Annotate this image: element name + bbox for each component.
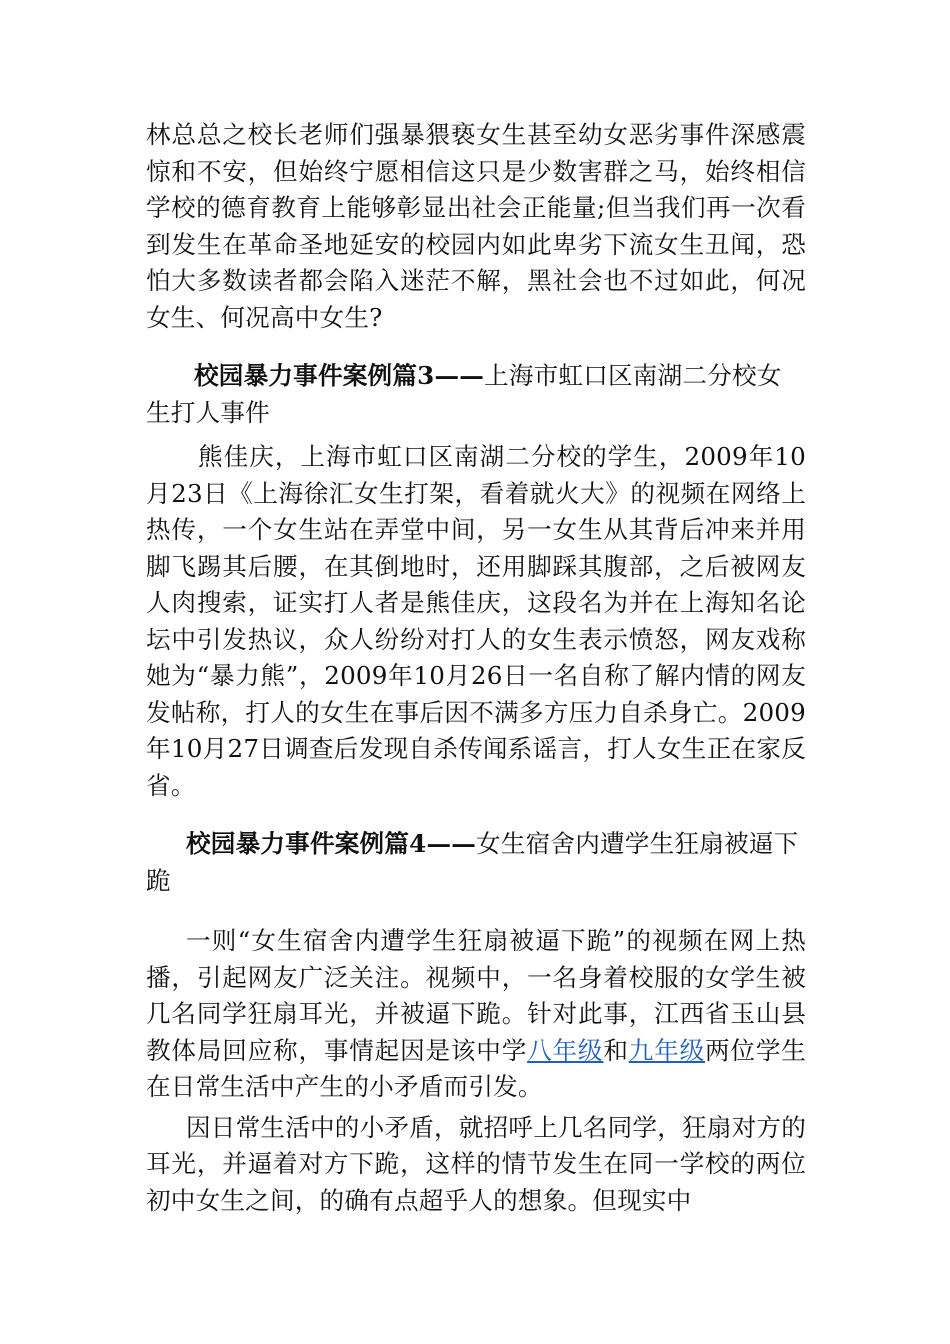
- case-4-heading-subtitle: 女生宿舍内遭学生狂扇被逼下跪: [146, 829, 799, 895]
- document-page: [146, 117, 806, 1219]
- case-3-heading-title: 校园暴力事件案例篇3——: [194, 361, 485, 390]
- link-grade-8[interactable]: 八年级: [527, 1035, 604, 1065]
- case-4-body-2: 因日常生活中的小矛盾，就招呼上几名同学，狂扇对方的耳光，并逼着对方下跪，这样的情节发生在同一学校的两位初中女生之间，的确有点超乎人的想象。但现实中: [146, 1112, 806, 1215]
- case-4-body: [146, 923, 806, 1106]
- case-4-body-connector: 和: [603, 1035, 629, 1065]
- link-grade-9[interactable]: 九年级: [628, 1035, 705, 1065]
- case-4-heading-title: 校园暴力事件案例篇4——: [186, 829, 477, 858]
- paragraph-intro: 林总总之校长老师们强暴猥亵女生甚至幼女恶劣事件深感震惊和不安，但始终宁愿相信这只是少数害群之马，始终相信学校的德育教育上能够彰显出社会正能量;但当我们再一次看到发生在革命圣地延安的校园内如此卑劣下流女生丑闻，恐怕大多数读者都会陷入迷茫不解，黑社会也不过如此，何况女生、何况高中女生?: [146, 120, 806, 332]
- case-4-heading: [146, 826, 806, 899]
- case-3-heading-subtitle: 上海市虹口区南湖二分校女生打人事件: [146, 361, 782, 427]
- case-4-body-text-1: 一则“女生宿舍内遭学生狂扇被逼下跪”的视频在网上热播，引起网友广泛关注。视频中，一名身着校服的女学生被几名同学狂扇耳光，并被逼下跪。针对此事，江西省玉山县教体局回应称，事情起因是该中学: [146, 926, 806, 1065]
- case-4-body-text-2: 两位学生在日常生活中产生的小矛盾而引发。: [146, 1035, 807, 1101]
- case-3-body: 熊佳庆，上海市虹口区南湖二分校的学生，2009年10月23日《上海徐汇女生打架，看着就火大》的视频在网络上热传，一个女生站在弄堂中间，另一女生从其背后冲来并用脚飞踢其后腰，在其倒地时，还用脚踩其腹部，之后被网友人肉搜索，证实打人者是熊佳庆，这段名为并在上海知名论坛中引发热议，众人纷纷对打人的女生表示愤怒，网友戏称她为“暴力熊”，2009年10月26日一名自称了解内情的网友发帖称，打人的女生在事后因不满多方压力自杀身亡。2009年10月27日调查后发现自杀传闻系谣言，打人女生正在家反省。: [146, 442, 806, 800]
- case-3-heading: [146, 358, 806, 431]
